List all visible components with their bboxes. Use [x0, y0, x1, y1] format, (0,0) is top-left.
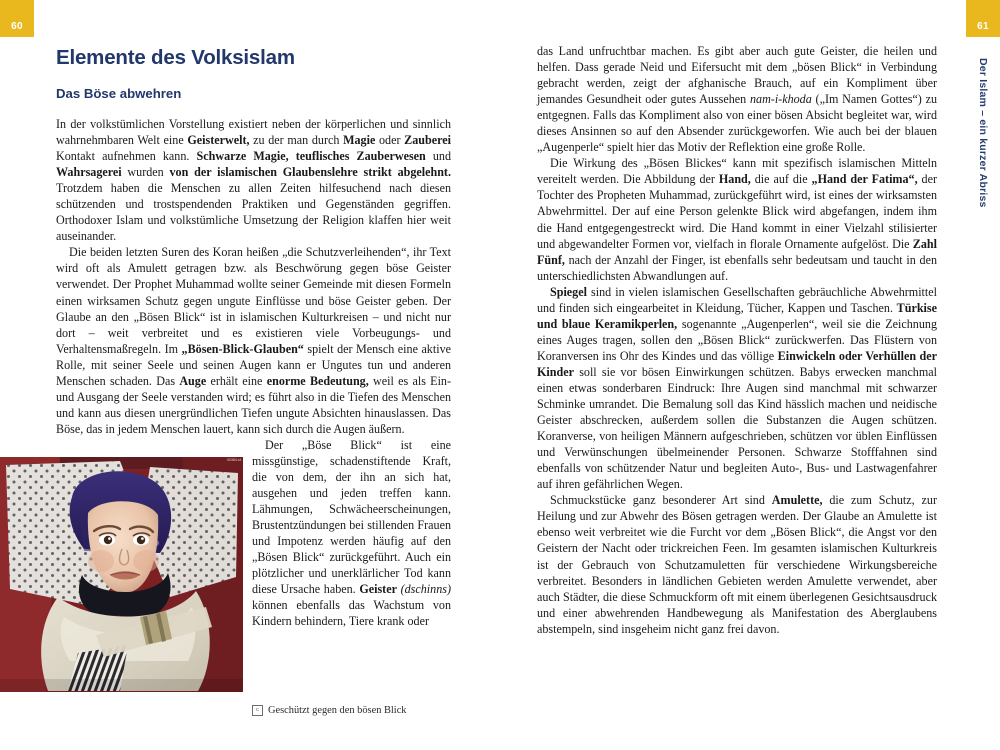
running-head-label: Der Islam – ein kurzer Abriss: [977, 58, 989, 208]
section-subtitle: Das Böse abwehren: [56, 86, 182, 101]
paragraph: Der „Böse Blick“ ist eine missgünstige, schadenstiftende Kraft, die von dem, der ihn an sich hat, ausgehen und jeden treffen kann. Lähmungen, Schwächeerscheinungen, Brustentzündungen bei stillenden Frauen und Impotenz werden häufig auf den „Bösen Blick“ zurückgeführt. Auch ein plötzlicher und unerklärlicher Tod kann diese Ursache haben. Geister (dschinns) können ebenfalls das Wachstum von Kindern behindern, Tiere krank oder: [56, 437, 451, 630]
photo-illustration: [0, 457, 243, 692]
page-number-right: 61: [977, 21, 989, 32]
running-head: [966, 40, 1000, 460]
figure-baby-photo: [0, 457, 243, 692]
figure-caption: [252, 704, 552, 717]
page-number-tab-left: [0, 0, 34, 37]
paragraph: Schmuckstücke ganz besonderer Art sind Amulette, die zum Schutz, zur Heilung und zur Abwehr des Bösen getragen werden. Der Glaube an Amulette ist ebenso weit verbreitet wie die Furcht vor dem „Bösen Blick“, die Angst vor den Geistern der Nacht oder trickreichen Feen. Im gesamten islamischen Kulturkreis ist der Gebrauch von Schutzamuletten für verschiedene Wirkungsbereiche verbreitet. Besonders in ländlichen Gebieten werden Amulette verwendet, aber auch Städter, die diese Schmuckform oft mit einem überlegenen Gesichtsausdruck und einer abwehrenden Handbewegung als Manifestation des Aberglaubens abstempeln, sind insgeheim nicht ganz frei davon.: [537, 493, 937, 636]
page-number-left: 60: [11, 21, 23, 32]
paragraph: Spiegel sind in vielen islamischen Gesellschaften gebräuchliche Abwehrmittel und finden sich eingearbeitet in Kleidung, Tücher, Kappen und Taschen. Türkise und blaue Keramikperlen, sogenannte „Augenperlen“, weil sie die Zeichnung eines Auges tragen, sollen den „Bösen Blick“ zurückwerfen. Das Flüstern von Koranversen ins Ohr des Kindes und das völlige Einwickeln oder Verhüllen der Kinder soll sie vor bösen Einwirkungen schützen. Babys erwecken manchmal einen etwas sonderbaren Eindruck: Ihre Augen sind manchmal mit schwarzer Schminke umrandet. Die Bemalung soll das Kind hässlich machen und neidische Geister abschrecken, außerdem sollen die Substanzen die Augen schützen. Koranverse, von heiligen Männern aufgeschrieben, schützen vor üblen Einflüssen und Verwünschungen übelmeinender Personen. Schwarze Stofffahnen sind ebenfalls von schützender Natur und begleiten Auto-, Bus- und Lastwagenfahrer auf ihren gefährlichen Wegen.: [537, 284, 937, 492]
photo-credit: 00384-st: [227, 458, 241, 462]
paragraph: In der volkstümlichen Vorstellung existiert neben der körperlichen und sinnlich wahrnehmbaren Welt eine Geisterwelt, zu der man durch Magie oder Zauberei Kontakt aufnehmen kann. Schwarze Magie, teuflisches Zauberwesen und Wahrsagerei wurden von der islamischen Glaubenslehre strikt abgelehnt. Trotzdem haben die Menschen zu allen Zeiten hilfesuchend nach diesen schützenden und trostspendenden Praktiken und Gegenständen gegriffen. Orthodoxer Islam und volkstümliche Umsetzung der Religion klaffen hier weit auseinander.: [56, 117, 451, 244]
page-number-tab-right: [966, 0, 1000, 37]
right-column: [537, 43, 937, 637]
caption-marker-icon: c: [252, 705, 263, 716]
photo: [0, 457, 243, 692]
page-title: Elemente des Volksislam: [56, 46, 295, 69]
right-column-body: [537, 43, 937, 637]
caption-text: Geschützt gegen den bösen Blick: [268, 705, 407, 716]
paragraph: Die beiden letzten Suren des Koran heißen „die Schutzverleihenden“, ihr Text wird oft als Amulett getragen bzw. als Beschwörung gegen böse Geister verwendet. Der Prophet Muhammad wollte seiner Gemeinde mit diesen Formeln einen wirksamen Schutz gegen ungute Einflüsse und böse Geister geben. Der Glaube an den „Bösen Blick“ ist in islamischen Kulturkreisen – und nicht nur dort – weit verbreitet und es existieren viele Vorbeugungs- und Verhaltensmaßregeln. Im „Bösen-Blick-Glauben“ spielt der Mensch eine aktive Rolle, mit seiner Seele und seinen Augen kann er Ungutes tun und anderen Menschen schaden. Das Auge erhält eine enorme Bedeutung, weil es als Ein- und Ausgang der Seele verstanden wird; es führt also in die Tiefen des Menschen und kann aus diesen unergründlichen Tiefen ungute Absichten hinauslassen. Das Böse, das in jedem Menschen lauert, kann sich durch die Augen äußern.: [56, 245, 452, 436]
paragraph: das Land unfruchtbar machen. Es gibt aber auch gute Geister, die heilen und helfen. Dass gerade Neid und Eifersucht mit dem „bösen Blick“ in Verbindung gebracht werden, zeigt der afghanische Brauch, auf ein Kompliment über jemandes Gesundheit oder gutes Aussehen nam-i-khoda („Im Namen Gottes“) zu entgegnen. Falls das Kompliment also von einer bösen Absicht begleitet war, wird dieses Ansinnen so auf den Absender zurückgeworfen. Wie auch bei der blauen „Augenperle“ spielt hier das Motiv der Reflektion eine große Rolle.: [537, 44, 937, 155]
paragraph: Die Wirkung des „Bösen Blickes“ kann mit spezifisch islamischen Mitteln vereitelt werden. Die Abbildung der Hand, die auf die „Hand der Fatima“, der Tochter des Propheten Muhammad, zurückgeführt wird, ist eines der wirksamsten Abwehrmittel. Der auf eine Person gelenkte Blick wird abgefangen, indem ihm die Hand entgegengestreckt wird. Die Hand kommt in einer Vielzahl stilisierter und abgewandelter Formen vor, vielfach in florale Ornamente aufgelöst. Die Zahl Fünf, nach der Anzahl der Finger, ist ebenfalls sehr bedeutsam und taucht in den unterschiedlichsten Abwandlungen auf.: [537, 156, 937, 283]
